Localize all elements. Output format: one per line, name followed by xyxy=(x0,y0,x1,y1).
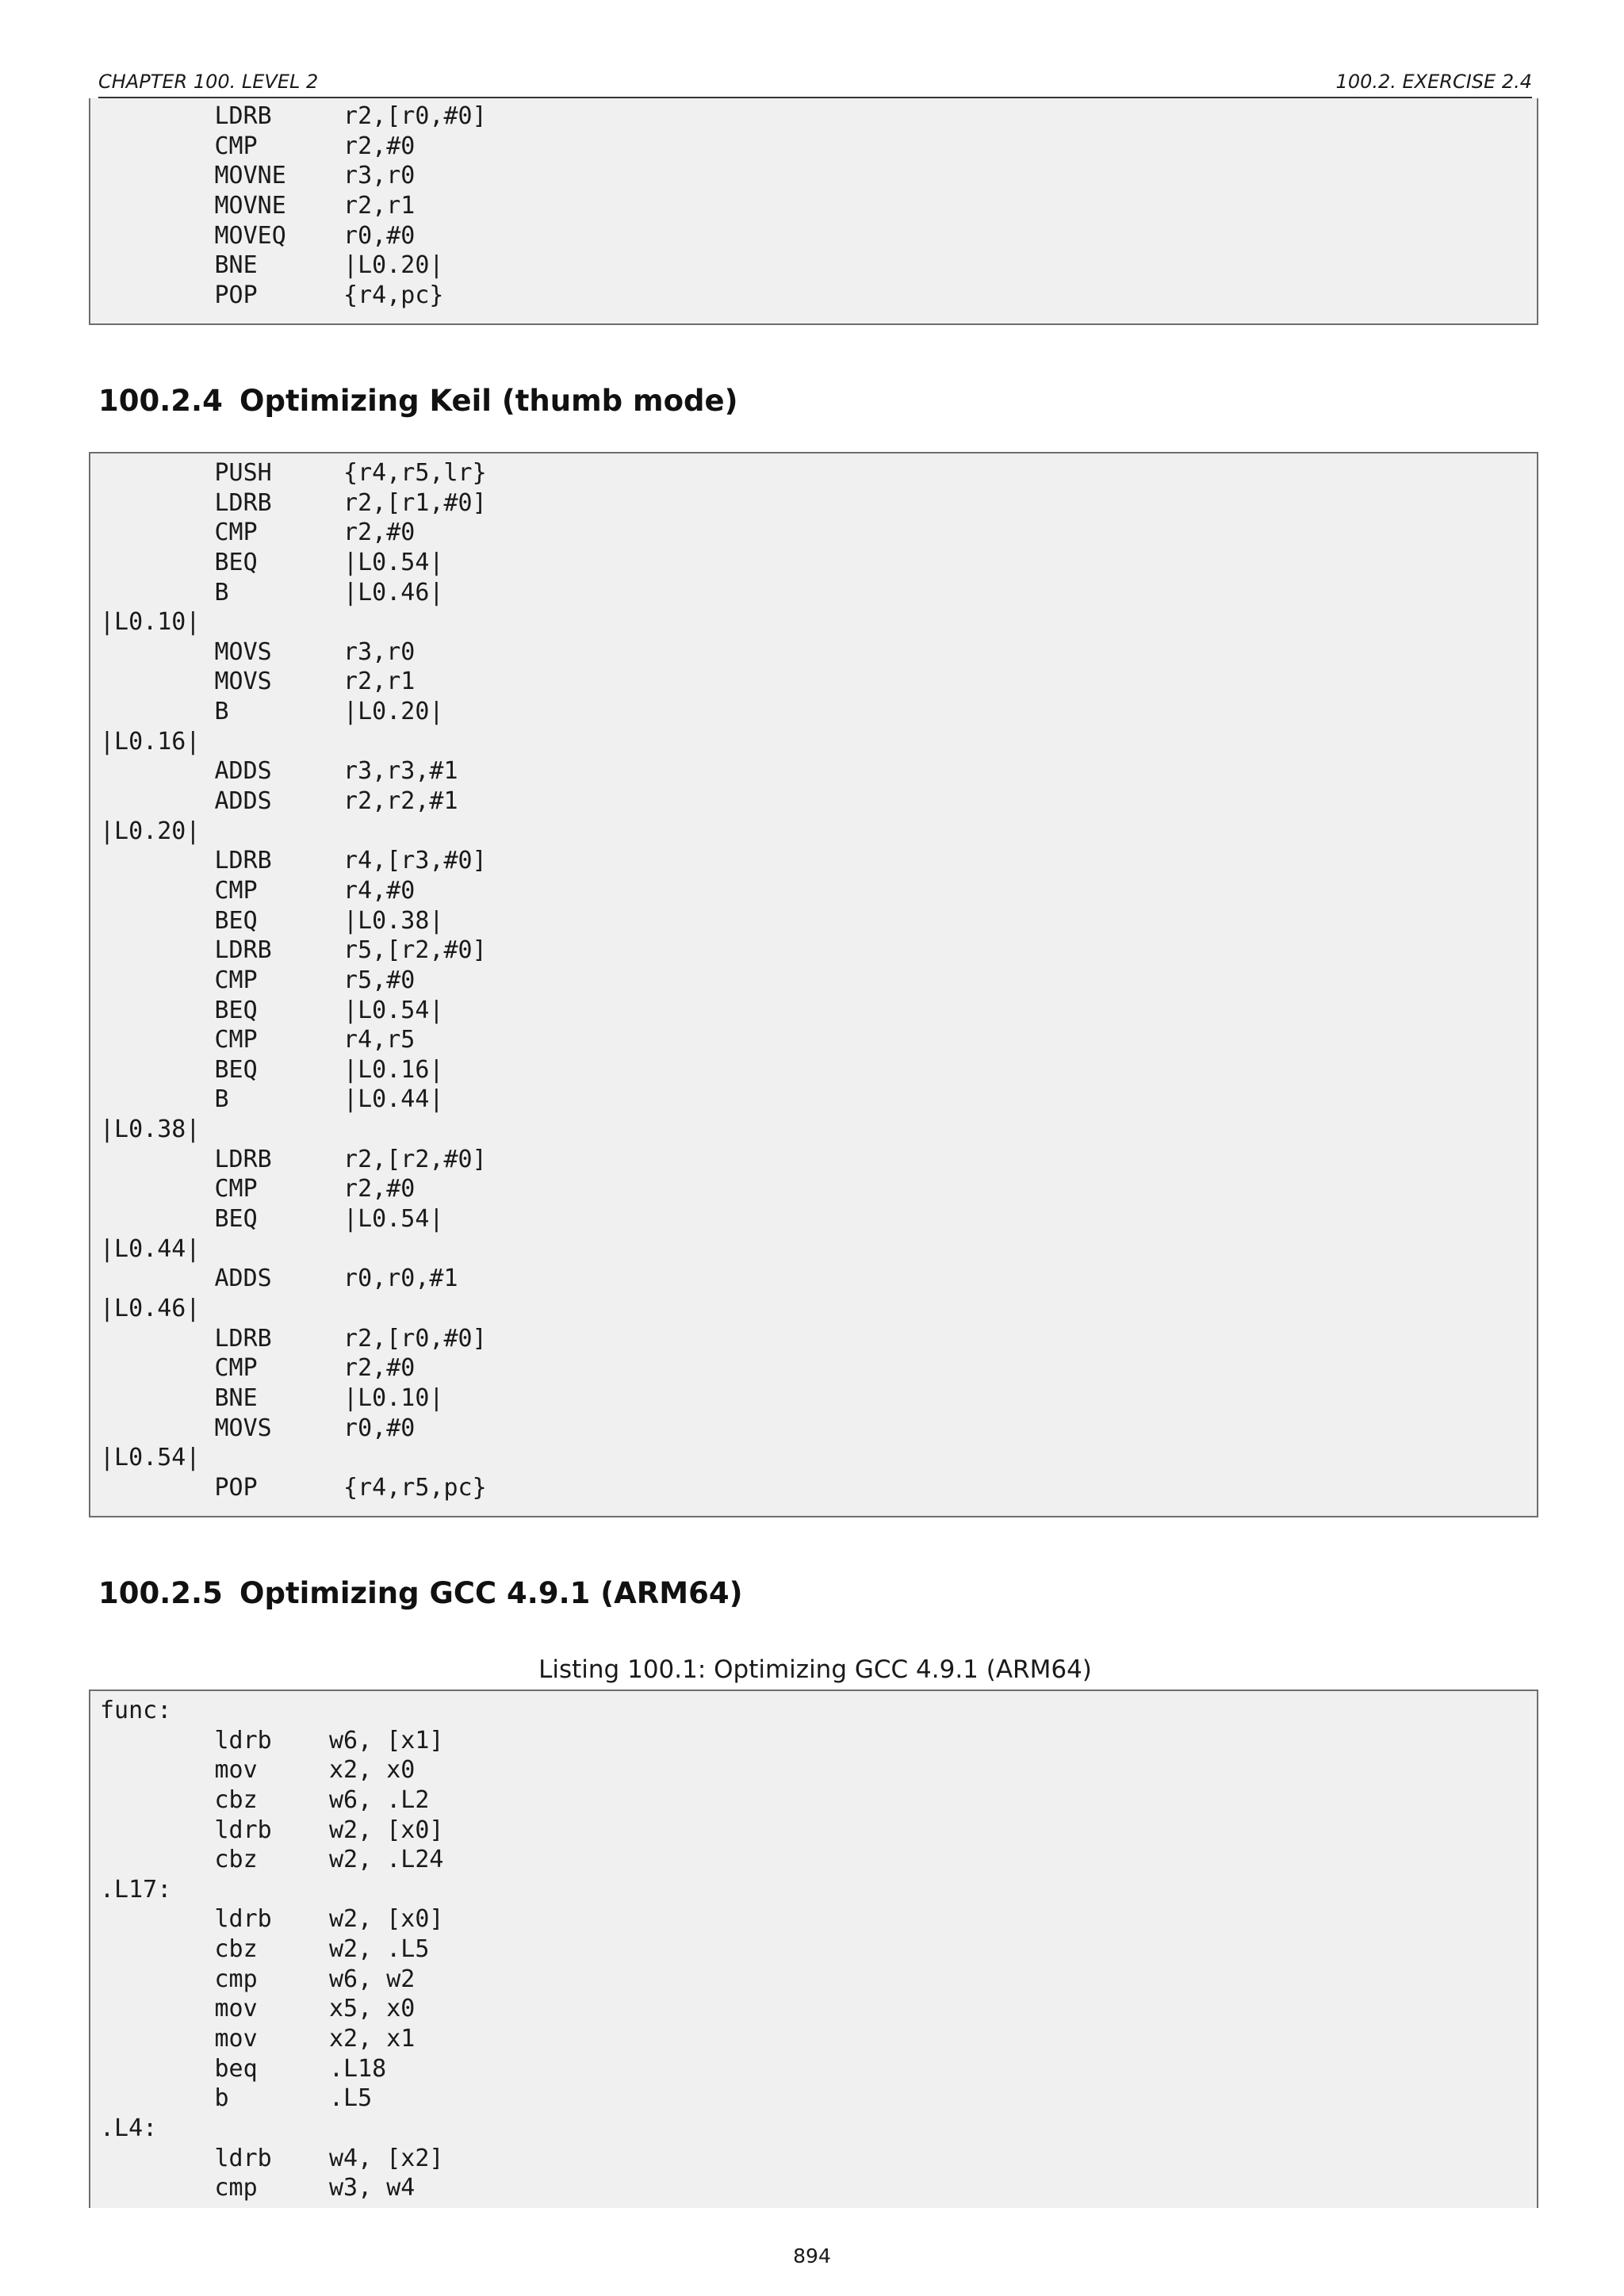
code-line: CMP r2,#0 xyxy=(100,519,416,547)
code-line: BEQ |L0.38| xyxy=(100,906,444,935)
code-line: mov x2, x0 xyxy=(100,1756,416,1785)
code-line: |L0.20| xyxy=(100,817,201,845)
code-line: LDRB r4,[r3,#0] xyxy=(100,847,487,875)
code-line: POP {r4,r5,pc} xyxy=(100,1473,487,1502)
code-line: |L0.10| xyxy=(100,608,201,637)
code-line: ldrb w2, [x0] xyxy=(100,1905,444,1934)
code-line: LDRB r2,[r0,#0] xyxy=(100,1324,487,1353)
code-line: cbz w6, .L2 xyxy=(100,1785,430,1814)
section-heading-text: Optimizing GCC 4.9.1 (ARM64) xyxy=(239,1576,743,1610)
code-line: cmp w6, w2 xyxy=(100,1965,416,1993)
code-line: |L0.46| xyxy=(100,1294,201,1322)
code-line: b .L5 xyxy=(100,2084,373,2113)
code-line: LDRB r5,[r2,#0] xyxy=(100,936,487,965)
section-heading-keil xyxy=(98,381,738,421)
code-line: BEQ |L0.16| xyxy=(100,1055,444,1084)
code-line: |L0.38| xyxy=(100,1115,201,1144)
code-line: BEQ |L0.54| xyxy=(100,996,444,1024)
code-line: .L4: xyxy=(100,2114,158,2142)
code-line: B |L0.20| xyxy=(100,698,444,726)
code-line: CMP r2,#0 xyxy=(100,1175,416,1203)
chapter-title: CHAPTER 100. LEVEL 2 xyxy=(98,71,319,93)
code-line: BNE |L0.20| xyxy=(100,251,444,280)
code-line: cmp w3, w4 xyxy=(100,2174,416,2202)
code-line: MOVNE r3,r0 xyxy=(100,162,416,190)
code-line: CMP r4,r5 xyxy=(100,1026,416,1054)
code-line: ldrb w4, [x2] xyxy=(100,2144,444,2172)
code-lines xyxy=(90,453,1537,1502)
code-line: mov x2, x1 xyxy=(100,2025,416,2053)
code-line: LDRB r2,[r0,#0] xyxy=(100,102,487,130)
code-line: POP {r4,pc} xyxy=(100,281,444,309)
section-number: 100.2.4 xyxy=(98,384,223,418)
code-line: MOVS r0,#0 xyxy=(100,1414,416,1442)
listing-caption: Listing 100.1: Optimizing GCC 4.9.1 (ARM64) xyxy=(538,1655,1092,1684)
code-line: ldrb w6, [x1] xyxy=(100,1726,444,1755)
code-line: |L0.54| xyxy=(100,1444,201,1472)
code-line: func: xyxy=(100,1697,172,1724)
code-line: .L17: xyxy=(100,1875,172,1904)
code-line: beq .L18 xyxy=(100,2054,387,2083)
section-number: 100.2.5 xyxy=(98,1576,223,1610)
code-line: ADDS r3,r3,#1 xyxy=(100,757,458,786)
code-line: B |L0.46| xyxy=(100,578,444,607)
code-line: MOVEQ r0,#0 xyxy=(100,221,416,250)
code-line: CMP r2,#0 xyxy=(100,1354,416,1383)
code-listing-keil xyxy=(89,452,1538,1517)
code-listing-gcc xyxy=(89,1689,1538,2208)
code-line: PUSH {r4,r5,lr} xyxy=(100,459,487,487)
code-lines xyxy=(90,98,1537,310)
code-lines xyxy=(90,1691,1537,2203)
code-line: mov x5, x0 xyxy=(100,1995,416,2023)
section-heading-text: Optimizing Keil (thumb mode) xyxy=(239,384,738,418)
code-line: B |L0.44| xyxy=(100,1085,444,1114)
code-line: CMP r4,#0 xyxy=(100,876,416,905)
code-line: BEQ |L0.54| xyxy=(100,548,444,576)
section-heading-gcc xyxy=(98,1574,743,1613)
code-line: cbz w2, .L24 xyxy=(100,1846,444,1874)
code-line: ADDS r0,r0,#1 xyxy=(100,1265,458,1293)
code-line: CMP r5,#0 xyxy=(100,966,416,994)
code-listing-top xyxy=(89,98,1538,325)
code-line: CMP r2,#0 xyxy=(100,132,416,160)
code-line: ldrb w2, [x0] xyxy=(100,1816,444,1844)
running-header xyxy=(98,67,1532,98)
code-line: MOVS r2,r1 xyxy=(100,668,416,696)
page-number: 894 xyxy=(793,2244,831,2267)
code-line: LDRB r2,[r2,#0] xyxy=(100,1145,487,1173)
code-line: MOVS r3,r0 xyxy=(100,637,416,666)
code-line: BNE |L0.10| xyxy=(100,1383,444,1412)
code-line: BEQ |L0.54| xyxy=(100,1205,444,1234)
code-line: ADDS r2,r2,#1 xyxy=(100,787,458,816)
code-line: LDRB r2,[r1,#0] xyxy=(100,488,487,517)
code-line: |L0.44| xyxy=(100,1234,201,1263)
code-line: MOVNE r2,r1 xyxy=(100,191,416,220)
section-title: 100.2. EXERCISE 2.4 xyxy=(1335,71,1532,93)
code-line: cbz w2, .L5 xyxy=(100,1935,430,1964)
code-line: |L0.16| xyxy=(100,727,201,756)
